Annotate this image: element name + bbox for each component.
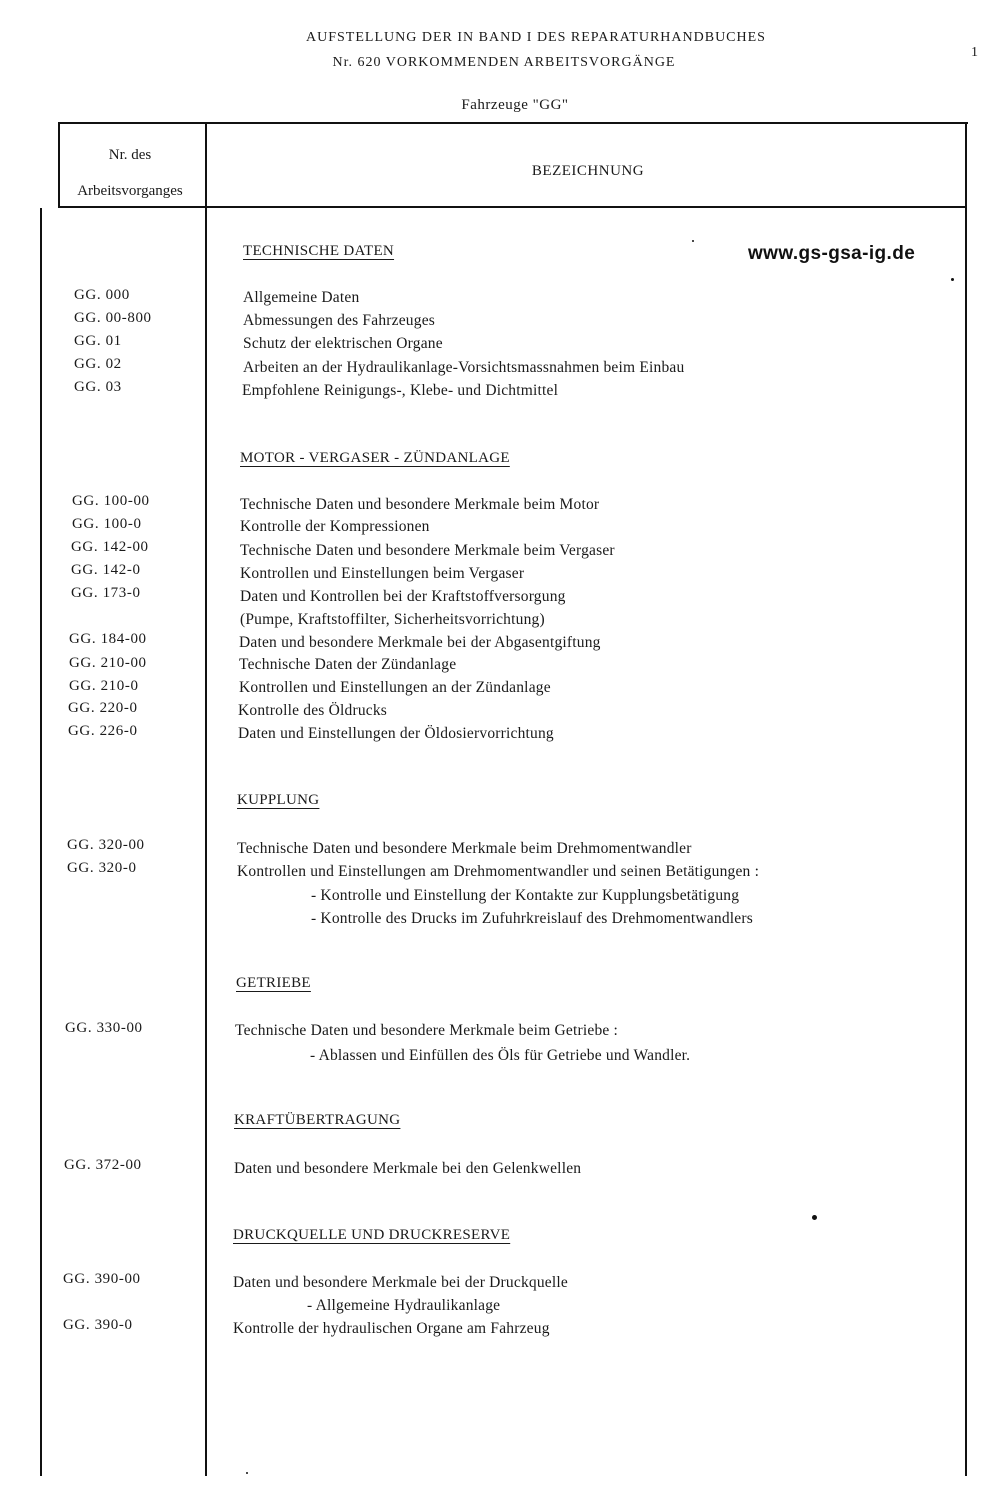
row-code: GG. 372-00 — [64, 1157, 142, 1173]
row-code: GG. 100-00 — [72, 493, 150, 509]
scan-speck — [246, 1472, 248, 1474]
row-subitem: - Ablassen und Einfüllen des Öls für Getriebe und Wandler. — [310, 1047, 691, 1064]
row-code: GG. 220-0 — [68, 700, 138, 716]
section-title: GETRIEBE — [236, 975, 311, 991]
row-code: GG. 142-0 — [71, 562, 141, 578]
row-code: GG. 173-0 — [71, 585, 141, 601]
row-description: Empfohlene Reinigungs-, Klebe- und Dichtmittel — [242, 382, 559, 399]
row-code: GG. 01 — [74, 333, 122, 349]
row-code: GG. 390-0 — [63, 1317, 133, 1333]
website-watermark: www.gs-gsa-ig.de — [748, 243, 916, 264]
header-nr-column — [60, 137, 200, 209]
row-subitem: - Allgemeine Hydraulikanlage — [307, 1297, 501, 1314]
row-description: Arbeiten an der Hydraulikanlage-Vorsichtsmassnahmen beim Einbau — [243, 359, 685, 376]
row-code: GG. 210-00 — [69, 655, 147, 671]
row-description: Schutz der elektrischen Organe — [243, 335, 443, 352]
row-description: Technische Daten und besondere Merkmale beim Motor — [240, 496, 600, 513]
row-description-continued: (Pumpe, Kraftstoffilter, Sicherheitsvorrichtung) — [240, 611, 545, 628]
document-title-line1: AUFSTELLUNG DER IN BAND I DES REPARATURHANDBUCHES — [306, 30, 766, 45]
scan-speck — [692, 240, 694, 242]
table-right-border — [965, 122, 967, 1476]
row-description: Technische Daten und besondere Merkmale beim Drehmomentwandler — [237, 840, 692, 857]
row-description: Daten und besondere Merkmale bei den Gelenkwellen — [234, 1160, 582, 1177]
row-description: Kontrolle der hydraulischen Organe am Fahrzeug — [233, 1320, 550, 1337]
document-title-line2: Nr. 620 VORKOMMENDEN ARBEITSVORGÄNGE — [332, 55, 676, 70]
vehicle-designation: Fahrzeuge "GG" — [461, 97, 569, 113]
table-top-border — [58, 122, 968, 124]
row-description: Kontrollen und Einstellungen an der Zündanlage — [239, 679, 551, 696]
row-description: Technische Daten und besondere Merkmale beim Vergaser — [240, 542, 615, 559]
row-description: Technische Daten der Zündanlage — [239, 656, 457, 673]
column-divider — [205, 122, 207, 1476]
section-title: DRUCKQUELLE UND DRUCKRESERVE — [233, 1227, 511, 1243]
scan-speck — [812, 1215, 817, 1220]
row-description: Daten und Einstellungen der Öldosiervorrichtung — [238, 725, 554, 742]
row-description: Kontrolle des Öldrucks — [238, 702, 388, 719]
page-number: 1 — [971, 45, 978, 60]
section-title: KRAFTÜBERTRAGUNG — [234, 1112, 401, 1128]
row-description: Abmessungen des Fahrzeuges — [243, 312, 436, 329]
scan-speck — [951, 278, 954, 281]
row-description: Daten und Kontrollen bei der Kraftstoffversorgung — [240, 588, 566, 605]
row-code: GG. 330-00 — [65, 1020, 143, 1036]
row-subitem: - Kontrolle und Einstellung der Kontakte zur Kupplungsbetätigung — [311, 887, 740, 904]
row-code: GG. 184-00 — [69, 631, 147, 647]
row-description: Technische Daten und besondere Merkmale beim Getriebe : — [235, 1022, 619, 1039]
row-description: Daten und besondere Merkmale bei der Abgasentgiftung — [239, 634, 601, 651]
row-code: GG. 210-0 — [69, 678, 139, 694]
header-bezeichnung: BEZEICHNUNG — [531, 163, 645, 179]
row-description: Daten und besondere Merkmale bei der Druckquelle — [233, 1274, 568, 1291]
row-description: Kontrolle der Kompressionen — [240, 518, 430, 535]
section-title: TECHNISCHE DATEN — [243, 243, 395, 259]
row-code: GG. 142-00 — [71, 539, 149, 555]
row-code: GG. 03 — [74, 379, 122, 395]
row-code: GG. 100-0 — [72, 516, 142, 532]
row-code: GG. 226-0 — [68, 723, 138, 739]
section-title: KUPPLUNG — [237, 792, 320, 808]
row-code: GG. 390-00 — [63, 1271, 141, 1287]
row-description: Kontrollen und Einstellungen beim Vergaser — [240, 565, 525, 582]
header-nr-line1: Nr. des — [108, 147, 152, 163]
header-nr-line2: Arbeitsvorganges — [77, 183, 183, 199]
row-code: GG. 00-800 — [74, 310, 152, 326]
table-left-border-lower — [40, 208, 42, 1476]
row-description: Allgemeine Daten — [243, 289, 360, 306]
row-code: GG. 320-00 — [67, 837, 145, 853]
row-code: GG. 02 — [74, 356, 122, 372]
row-description: Kontrollen und Einstellungen am Drehmomentwandler und seinen Betätigungen : — [237, 863, 760, 880]
row-subitem: - Kontrolle des Drucks im Zufuhrkreislauf des Drehmomentwandlers — [311, 910, 753, 927]
row-code: GG. 320-0 — [67, 860, 137, 876]
section-title: MOTOR - VERGASER - ZÜNDANLAGE — [240, 450, 510, 466]
row-code: GG. 000 — [74, 287, 130, 303]
